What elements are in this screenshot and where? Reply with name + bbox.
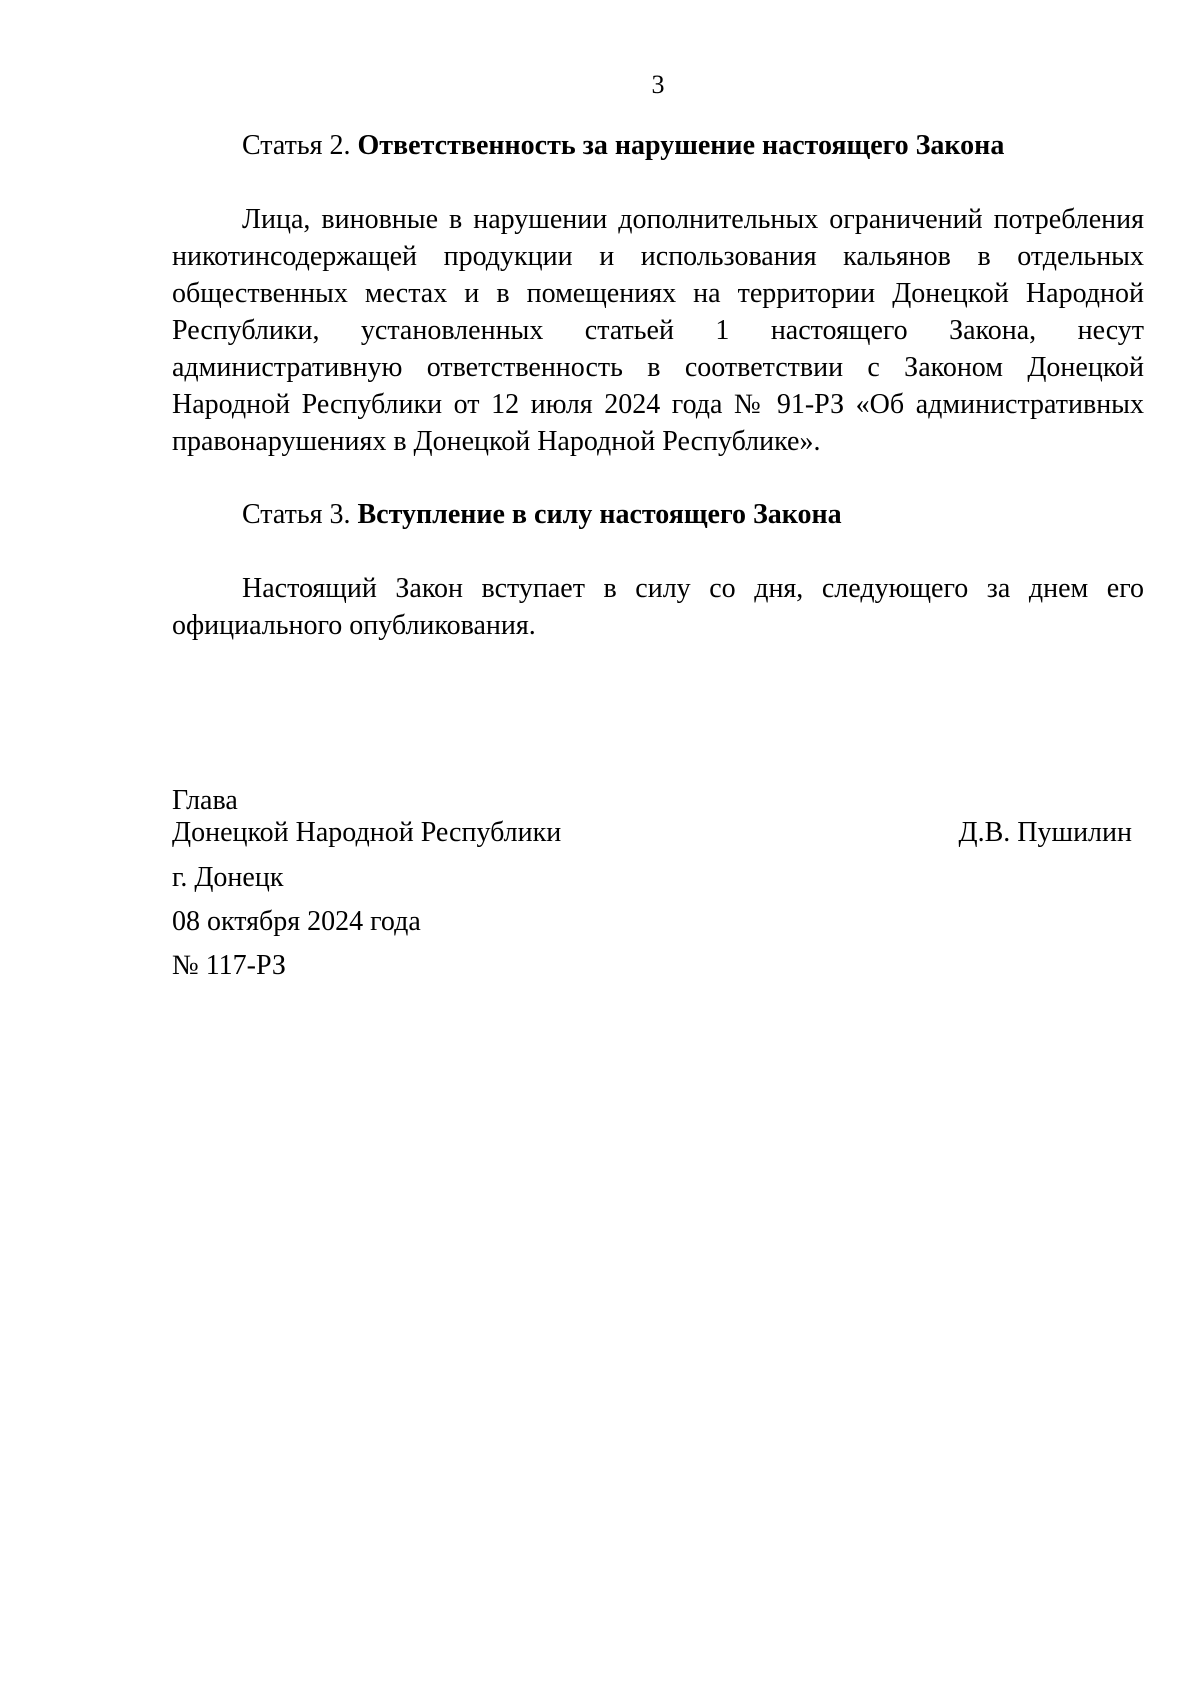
- article-2-prefix: Статья 2.: [242, 130, 358, 161]
- article-2-line: административную ответственность в соответствии с Законом Донецкой: [172, 352, 1144, 383]
- law-number: № 117-РЗ: [172, 950, 286, 981]
- signature-block: [172, 782, 1132, 851]
- article-3-line: Настоящий Закон вступает в силу со дня, следующего за днем его: [242, 573, 1144, 604]
- article-2-heading: [242, 127, 1142, 164]
- signatory-name: Д.В. Пушилин: [958, 817, 1132, 848]
- article-2-body: [172, 201, 1144, 460]
- article-2-line: общественных местах и в помещениях на территории Донецкой Народной: [172, 278, 1144, 309]
- article-2-line: правонарушениях в Донецкой Народной Республике».: [172, 426, 821, 457]
- article-3-title: Вступление в силу настоящего Закона: [357, 499, 842, 530]
- article-3-body: [172, 570, 1144, 644]
- page-number: 3: [651, 70, 665, 99]
- signatory-title-line2: Донецкой Народной Республики: [172, 817, 562, 848]
- article-2-line: никотинсодержащей продукции и использования кальянов в отдельных: [172, 241, 1144, 272]
- article-2-line: Лица, виновные в нарушении дополнительных ограничений потребления: [242, 204, 1144, 235]
- issue-date: 08 октября 2024 года: [172, 906, 421, 937]
- article-3-prefix: Статья 3.: [242, 499, 358, 530]
- article-2-line: Республики, установленных статьей 1 настоящего Закона, несут: [172, 315, 1144, 346]
- article-2-title: Ответственность за нарушение настоящего Закона: [357, 130, 1005, 161]
- signature-row: [172, 814, 1132, 851]
- issue-city: г. Донецк: [172, 862, 284, 893]
- signatory-title-line1: Глава: [172, 785, 238, 816]
- article-2-line: Народной Республики от 12 июля 2024 года № 91-РЗ «Об административных: [172, 389, 1144, 420]
- article-3-line: официального опубликования.: [172, 610, 536, 641]
- article-3-heading: [242, 496, 1142, 533]
